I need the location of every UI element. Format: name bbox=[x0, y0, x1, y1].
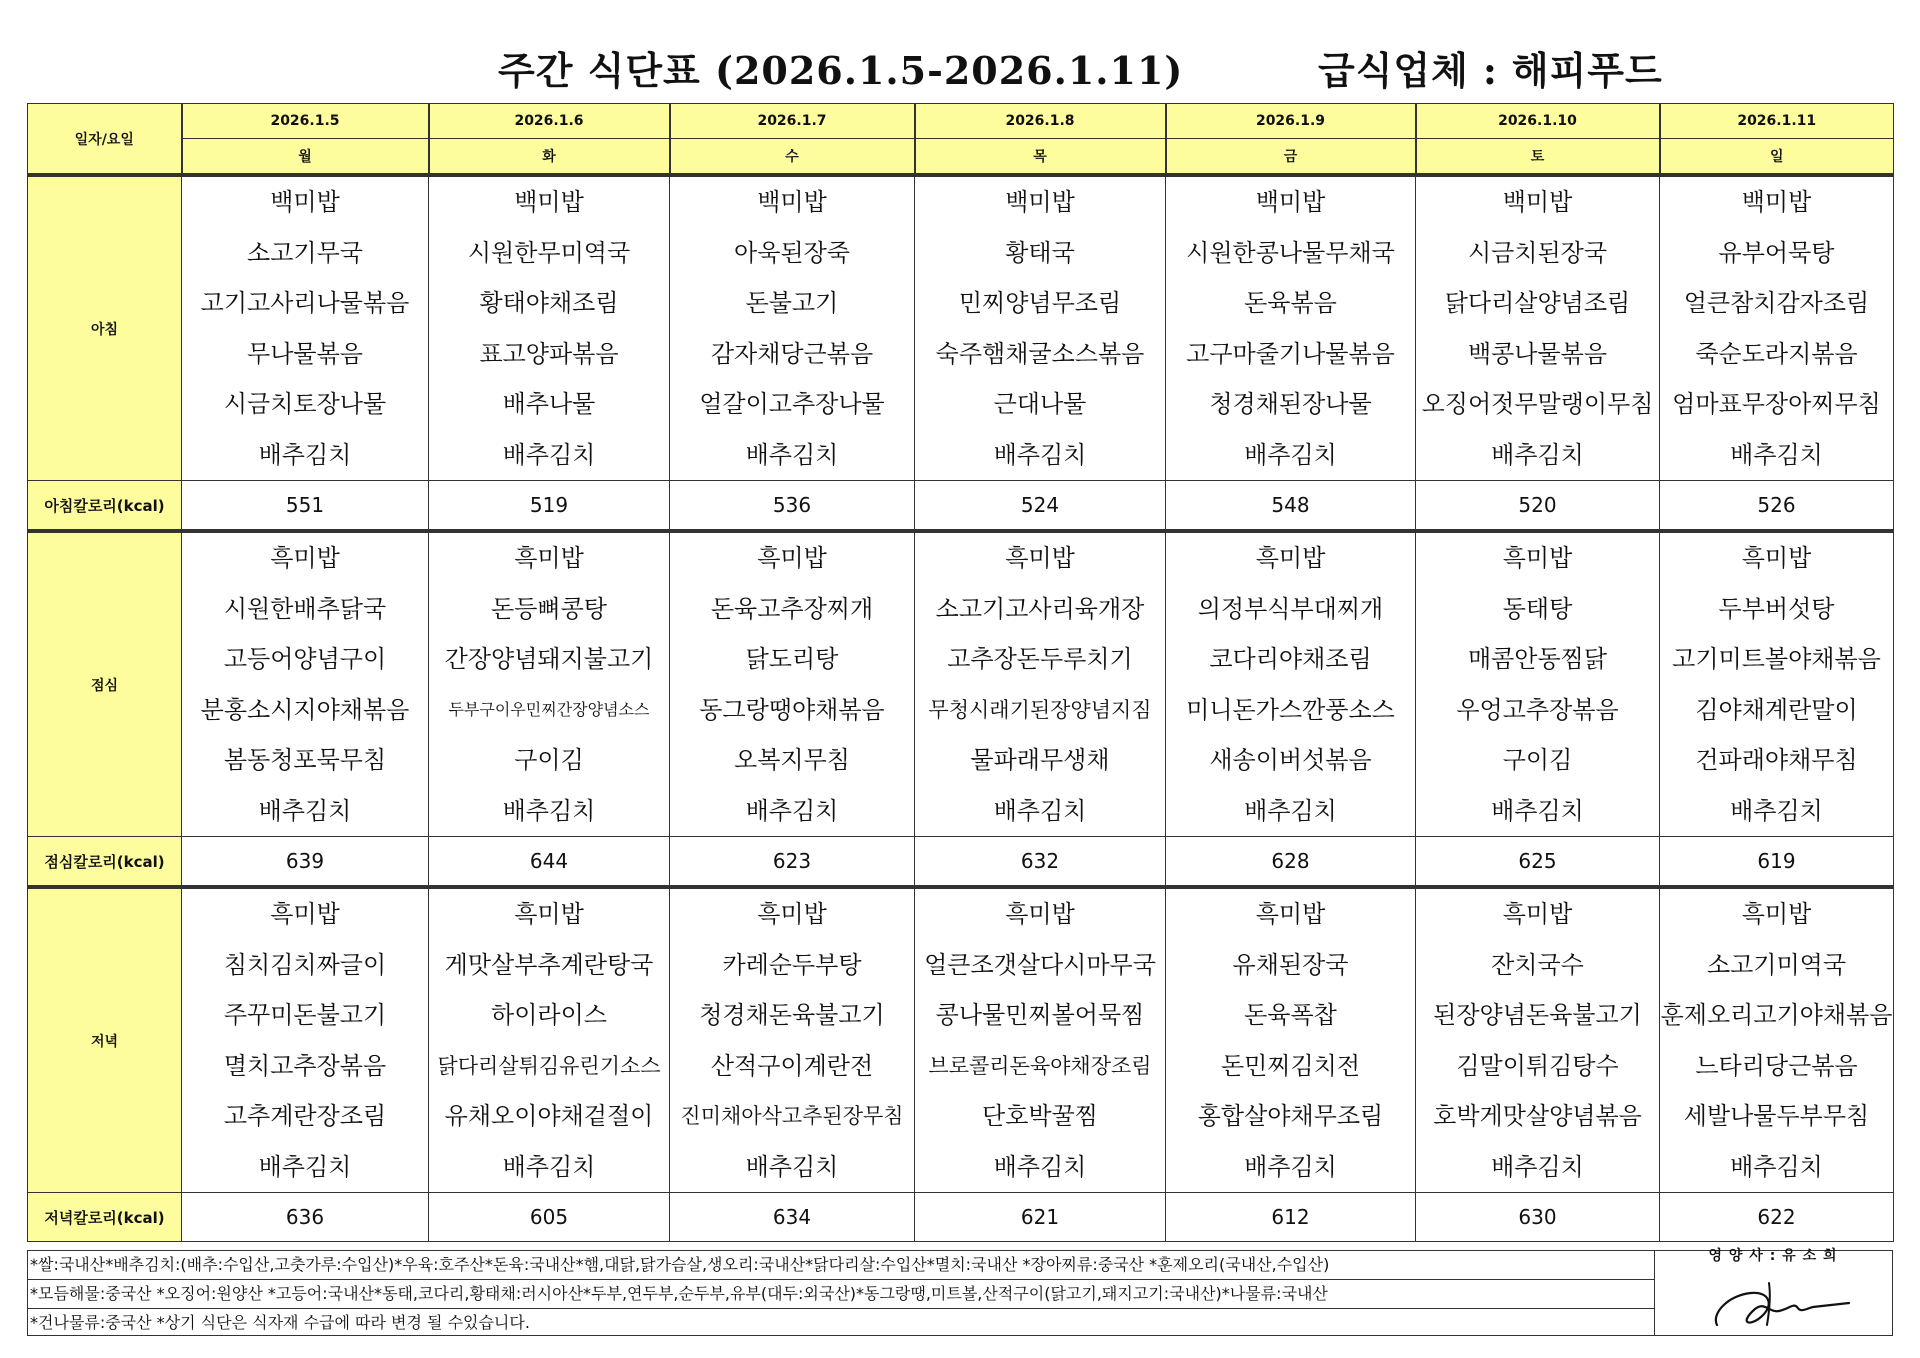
kcal-value: 623 bbox=[670, 837, 915, 888]
dish-item: 표고양파볶음 bbox=[479, 339, 619, 368]
dish-item: 청경채된장나물 bbox=[1209, 390, 1372, 418]
dish-item: 미니돈가스깐풍소스 bbox=[1186, 695, 1395, 724]
dish-item: 매콤안동찜닭 bbox=[1467, 645, 1608, 673]
dish-item: 시금치된장국 bbox=[1467, 238, 1608, 267]
dish-item: 흑미밥 bbox=[1255, 900, 1326, 928]
kcal-value: 639 bbox=[182, 837, 429, 888]
dish-item: 세발나물두부무침 bbox=[1683, 1102, 1870, 1130]
dish-item: 배추김치 bbox=[258, 796, 352, 825]
menu-cell bbox=[1166, 531, 1416, 837]
dish-item: 닭다리살양념조림 bbox=[1444, 289, 1631, 317]
dish-item: 단호박꿀찜 bbox=[982, 1102, 1098, 1130]
dish-item: 동태탕 bbox=[1502, 594, 1573, 623]
kcal-value: 630 bbox=[1416, 1193, 1660, 1242]
dish-item: 황태국 bbox=[1005, 238, 1075, 267]
menu-cell bbox=[670, 531, 915, 837]
menu-cell bbox=[1166, 887, 1416, 1193]
menu-cell bbox=[915, 887, 1166, 1193]
dish-item: 간장양념돼지불고기 bbox=[444, 645, 654, 673]
vendor-name: 해피푸드 bbox=[1511, 48, 1663, 93]
dish-item: 백미밥 bbox=[757, 188, 827, 216]
vendor-separator: : bbox=[1482, 48, 1498, 93]
dish-item: 카레순두부탕 bbox=[722, 950, 862, 979]
date-row bbox=[28, 104, 1894, 139]
kcal-row bbox=[28, 481, 1894, 532]
dish-item: 백미밥 bbox=[1005, 188, 1075, 216]
dish-item: 백미밥 bbox=[514, 188, 584, 216]
date-cell: 2026.1.11 bbox=[1660, 104, 1894, 139]
dish-item: 배추김치 bbox=[258, 1152, 352, 1181]
dish-item: 돈불고기 bbox=[745, 289, 839, 317]
weekday-row bbox=[28, 139, 1894, 176]
dish-item: 시원한배추닭국 bbox=[223, 594, 387, 623]
dish-item: 흑미밥 bbox=[1741, 544, 1812, 572]
kcal-value: 548 bbox=[1166, 481, 1416, 532]
date-cell: 2026.1.8 bbox=[915, 104, 1166, 139]
dish-item: 하이라이스 bbox=[491, 1001, 607, 1029]
kcal-value: 605 bbox=[429, 1193, 670, 1242]
dish-item: 주꾸미돈불고기 bbox=[223, 1001, 387, 1029]
menu-cell bbox=[1660, 887, 1894, 1193]
dish-item: 호박게맛살양념볶음 bbox=[1433, 1102, 1642, 1130]
menu-cell bbox=[429, 175, 670, 481]
dish-item: 황태야채조림 bbox=[479, 289, 619, 317]
dish-item: 흑미밥 bbox=[1005, 900, 1075, 928]
dish-item: 배추김치 bbox=[502, 1152, 596, 1181]
dish-item: 두부구이우민찌간장양념소스 bbox=[448, 699, 650, 719]
signature-image bbox=[1709, 1273, 1859, 1333]
dish-item: 얼큰참치감자조림 bbox=[1683, 289, 1870, 317]
dish-item: 고추장돈두루치기 bbox=[947, 645, 1133, 673]
dish-item: 배추김치 bbox=[1491, 1152, 1584, 1181]
dish-item: 오복지무침 bbox=[734, 746, 850, 774]
dish-item: 흑미밥 bbox=[1741, 900, 1812, 928]
dish-item: 두부버섯탕 bbox=[1718, 594, 1835, 623]
date-cell: 2026.1.9 bbox=[1166, 104, 1416, 139]
kcal-value: 536 bbox=[670, 481, 915, 532]
menu-cell bbox=[1416, 175, 1660, 481]
dish-item: 배추김치 bbox=[1730, 796, 1823, 825]
date-cell: 2026.1.5 bbox=[182, 104, 429, 139]
dish-item: 분홍소시지야채볶음 bbox=[200, 695, 410, 724]
dish-item: 유부어묵탕 bbox=[1718, 238, 1835, 267]
kcal-value: 619 bbox=[1660, 837, 1894, 888]
weekday-cell: 월 bbox=[182, 139, 429, 176]
kcal-row bbox=[28, 1193, 1894, 1242]
menu-cell bbox=[1416, 531, 1660, 837]
menu-cell bbox=[429, 531, 670, 837]
kcal-value: 551 bbox=[182, 481, 429, 532]
date-cell: 2026.1.10 bbox=[1416, 104, 1660, 139]
dietitian-box bbox=[1654, 1248, 1892, 1335]
dish-item: 소고기무국 bbox=[247, 238, 363, 267]
dish-item: 배추김치 bbox=[993, 440, 1087, 469]
date-cell: 2026.1.7 bbox=[670, 104, 915, 139]
menu-cell bbox=[1166, 175, 1416, 481]
dish-item: 구이김 bbox=[1502, 746, 1573, 774]
dish-item: 아욱된장죽 bbox=[734, 238, 850, 267]
kcal-value: 526 bbox=[1660, 481, 1894, 532]
dish-item: 침치김치짜글이 bbox=[223, 950, 387, 979]
dish-item: 진미채아삭고추된장무침 bbox=[680, 1104, 904, 1128]
dish-item: 백콩나물볶음 bbox=[1467, 339, 1608, 368]
kcal-value: 520 bbox=[1416, 481, 1660, 532]
dish-item: 게맛살부추계란탕국 bbox=[444, 950, 654, 979]
menu-cell bbox=[429, 887, 670, 1193]
kcal-row bbox=[28, 837, 1894, 888]
meal-row bbox=[28, 175, 1894, 481]
kcal-value: 636 bbox=[182, 1193, 429, 1242]
menu-cell bbox=[915, 531, 1166, 837]
dish-item: 배추김치 bbox=[1730, 1152, 1823, 1181]
page-title: 주간 식단표 (2026.1.5-2026.1.11) bbox=[498, 48, 1184, 93]
dish-item: 소고기고사리육개장 bbox=[935, 594, 1145, 623]
dish-item: 시원한무미역국 bbox=[467, 238, 631, 267]
dish-item: 잔치국수 bbox=[1491, 950, 1584, 979]
dish-item: 돈육고추장찌개 bbox=[710, 594, 874, 623]
dish-item: 김야채계란말이 bbox=[1695, 695, 1858, 724]
dish-item: 얼갈이고추장나물 bbox=[699, 390, 885, 418]
dish-item: 배추김치 bbox=[502, 440, 596, 469]
dish-item: 돈육폭찹 bbox=[1244, 1001, 1337, 1029]
dish-item: 흑미밥 bbox=[270, 544, 340, 572]
dish-item: 무청시래기된장양념지짐 bbox=[928, 697, 1152, 722]
dish-item: 민찌양념무조림 bbox=[958, 289, 1122, 317]
menu-cell bbox=[1416, 887, 1660, 1193]
dish-item: 고추계란장조림 bbox=[223, 1102, 387, 1130]
dish-item: 감자채당근볶음 bbox=[710, 339, 874, 368]
dish-item: 배추김치 bbox=[258, 440, 352, 469]
kcal-label: 아침칼로리(kcal) bbox=[28, 481, 182, 532]
dish-item: 유채오이야채겉절이 bbox=[444, 1102, 654, 1130]
dish-item: 의정부식부대찌개 bbox=[1197, 594, 1384, 623]
dish-item: 콩나물민찌볼어묵찜 bbox=[935, 1001, 1145, 1029]
dish-item: 돈등뼈콩탕 bbox=[491, 594, 607, 623]
dish-item: 구이김 bbox=[514, 746, 584, 774]
dish-item: 흑미밥 bbox=[514, 900, 584, 928]
dish-item: 시금치토장나물 bbox=[223, 390, 387, 418]
dish-item: 흑미밥 bbox=[757, 900, 827, 928]
dish-item: 멸치고추장볶음 bbox=[223, 1051, 387, 1080]
dish-item: 무나물볶음 bbox=[247, 339, 363, 368]
menu-cell bbox=[182, 531, 429, 837]
meal-label: 저녁 bbox=[28, 887, 182, 1193]
origin-note: *쌀:국내산*배추김치:(배추:수입산,고춧가루:수입산)*우육:호주산*돈육:국내산*햄,대닭,닭가슴살,생오리:국내산*닭다리살:수입산*멸치:국내산 *장아찌류:중국산 *훈제오리(국내산,수입산) bbox=[28, 1251, 1654, 1280]
dish-item: 배추김치 bbox=[745, 796, 839, 825]
kcal-value: 628 bbox=[1166, 837, 1416, 888]
date-header-cell: 일자/요일 bbox=[28, 104, 182, 176]
meal-label: 아침 bbox=[28, 175, 182, 481]
dish-item: 배추김치 bbox=[1491, 796, 1584, 825]
dish-item: 홍합살야채무조림 bbox=[1197, 1102, 1384, 1130]
dish-item: 흑미밥 bbox=[1005, 544, 1075, 572]
dish-item: 흑미밥 bbox=[1255, 544, 1326, 572]
weekly-menu-table bbox=[27, 103, 1894, 1242]
dish-item: 브로콜리돈육야채장조림 bbox=[928, 1053, 1152, 1078]
origin-note: *모듬해물:중국산 *오징어:원양산 *고등어:국내산*동태,코다리,황태채:러시아산*두부,연두부,순두부,유부(대두:외국산)*동그랑땡,미트볼,산적구이(닭고기,돼지고기:국내산)*나물류:국내산 bbox=[28, 1280, 1654, 1309]
dish-item: 돈민찌김치전 bbox=[1220, 1051, 1361, 1080]
dish-item: 배추김치 bbox=[745, 440, 839, 469]
dish-item: 배추김치 bbox=[1244, 440, 1337, 469]
weekday-cell: 목 bbox=[915, 139, 1166, 176]
weekday-cell: 화 bbox=[429, 139, 670, 176]
dish-item: 배추김치 bbox=[502, 796, 596, 825]
dish-item: 숙주햄채굴소스볶음 bbox=[935, 339, 1145, 368]
dish-item: 백미밥 bbox=[1741, 188, 1812, 216]
menu-cell bbox=[670, 175, 915, 481]
dish-item: 고등어양념구이 bbox=[223, 645, 387, 673]
kcal-value: 524 bbox=[915, 481, 1166, 532]
kcal-value: 519 bbox=[429, 481, 670, 532]
dish-item: 배추김치 bbox=[993, 1152, 1087, 1181]
dish-item: 흑미밥 bbox=[514, 544, 584, 572]
menu-cell bbox=[670, 887, 915, 1193]
kcal-value: 632 bbox=[915, 837, 1166, 888]
dish-item: 백미밥 bbox=[1502, 188, 1573, 216]
meal-label: 점심 bbox=[28, 531, 182, 837]
kcal-value: 625 bbox=[1416, 837, 1660, 888]
dish-item: 닭다리살튀김유린기소스 bbox=[437, 1053, 661, 1078]
menu-cell bbox=[182, 887, 429, 1193]
dish-item: 고기고사리나물볶음 bbox=[200, 289, 410, 317]
kcal-value: 634 bbox=[670, 1193, 915, 1242]
kcal-label: 저녁칼로리(kcal) bbox=[28, 1193, 182, 1242]
dish-item: 백미밥 bbox=[270, 188, 340, 216]
kcal-value: 622 bbox=[1660, 1193, 1894, 1242]
dish-item: 봄동청포묵무침 bbox=[223, 746, 387, 774]
dish-item: 돈육볶음 bbox=[1244, 289, 1337, 317]
dish-item: 코다리야채조림 bbox=[1209, 645, 1372, 673]
dish-item: 유채된장국 bbox=[1232, 950, 1349, 979]
dish-item: 배추김치 bbox=[1244, 1152, 1337, 1181]
dish-item: 배추김치 bbox=[993, 796, 1087, 825]
dish-item: 건파래야채무침 bbox=[1695, 746, 1858, 774]
weekday-cell: 토 bbox=[1416, 139, 1660, 176]
kcal-value: 612 bbox=[1166, 1193, 1416, 1242]
kcal-label: 점심칼로리(kcal) bbox=[28, 837, 182, 888]
weekday-cell: 수 bbox=[670, 139, 915, 176]
dish-item: 배추김치 bbox=[1730, 440, 1823, 469]
dish-item: 시원한콩나물무채국 bbox=[1186, 238, 1395, 267]
dish-item: 김말이튀김탕수 bbox=[1456, 1051, 1619, 1080]
dish-item: 흑미밥 bbox=[757, 544, 827, 572]
dish-item: 된장양념돈육불고기 bbox=[1433, 1001, 1642, 1029]
dish-item: 느타리당근볶음 bbox=[1695, 1051, 1858, 1080]
dish-item: 소고기미역국 bbox=[1706, 950, 1847, 979]
dish-item: 흑미밥 bbox=[1502, 900, 1573, 928]
dish-item: 고구마줄기나물볶음 bbox=[1186, 339, 1395, 368]
dish-item: 오징어젓무말랭이무침 bbox=[1421, 390, 1654, 418]
dish-item: 동그랑땡야채볶음 bbox=[699, 695, 885, 724]
dish-item: 고기미트볼야채볶음 bbox=[1672, 645, 1881, 673]
dish-item: 얼큰조갯살다시마무국 bbox=[924, 950, 1156, 979]
dish-item: 배추나물 bbox=[502, 390, 596, 418]
weekday-cell: 금 bbox=[1166, 139, 1416, 176]
footer-notes-box bbox=[27, 1250, 1893, 1336]
menu-cell bbox=[1660, 531, 1894, 837]
dish-item: 물파래무생채 bbox=[970, 746, 1110, 774]
dish-item: 닭도리탕 bbox=[745, 645, 839, 673]
vendor-label: 급식업체 bbox=[1318, 48, 1469, 93]
weekday-cell: 일 bbox=[1660, 139, 1894, 176]
dish-item: 근대나물 bbox=[993, 390, 1087, 418]
menu-cell bbox=[182, 175, 429, 481]
dish-item: 새송이버섯볶음 bbox=[1209, 746, 1372, 774]
dish-item: 배추김치 bbox=[745, 1152, 839, 1181]
dish-item: 청경채돈육불고기 bbox=[699, 1001, 885, 1029]
dish-item: 죽순도라지볶음 bbox=[1695, 339, 1858, 368]
meal-row bbox=[28, 887, 1894, 1193]
dish-item: 백미밥 bbox=[1255, 188, 1326, 216]
dish-item: 배추김치 bbox=[1491, 440, 1584, 469]
vendor-info bbox=[1318, 40, 1663, 95]
meal-row bbox=[28, 531, 1894, 837]
dish-item: 배추김치 bbox=[1244, 796, 1337, 825]
kcal-value: 644 bbox=[429, 837, 670, 888]
kcal-value: 621 bbox=[915, 1193, 1166, 1242]
menu-cell bbox=[1660, 175, 1894, 481]
dish-item: 우엉고추장볶음 bbox=[1456, 695, 1619, 724]
dish-item: 흑미밥 bbox=[1502, 544, 1573, 572]
dish-item: 엄마표무장아찌무침 bbox=[1672, 390, 1881, 418]
dish-item: 산적구이계란전 bbox=[710, 1051, 874, 1080]
dish-item: 흑미밥 bbox=[270, 900, 340, 928]
origin-note: *건나물류:중국산 *상기 식단은 식자재 수급에 따라 변경 될 수있습니다. bbox=[30, 1313, 530, 1332]
menu-cell bbox=[915, 175, 1166, 481]
origin-notes bbox=[28, 1251, 1655, 1335]
dish-item: 훈제오리고기야채볶음 bbox=[1660, 1001, 1893, 1029]
dietitian-label: 영 양 사 : 유 소 희 bbox=[1708, 1248, 1838, 1264]
date-cell: 2026.1.6 bbox=[429, 104, 670, 139]
